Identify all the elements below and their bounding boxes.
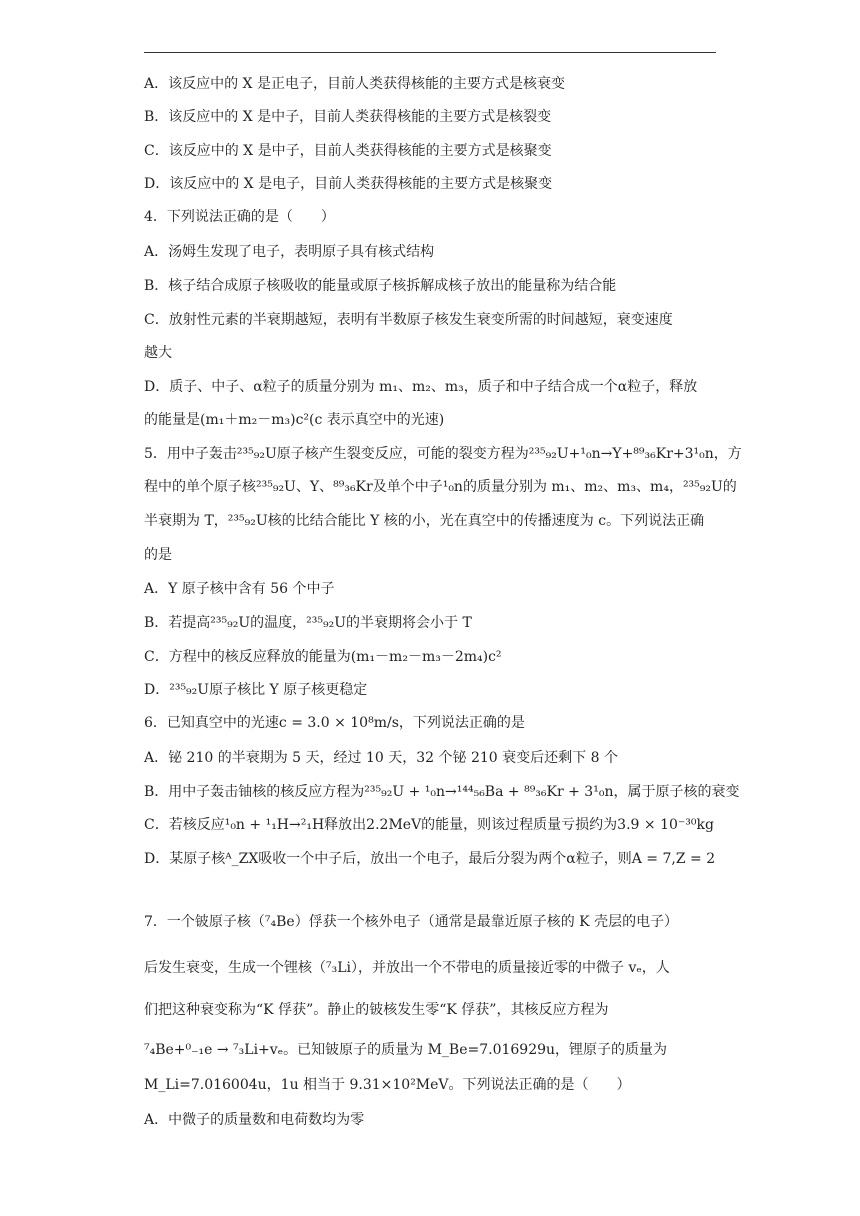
q7-stem-line5: M_Li=7.016004u，1u 相当于 9.31×10²MeV。下列说法正确的是（ ） [144, 1077, 631, 1093]
q6-stem: 6．已知真空中的光速c = 3.0 × 10⁸m/s，下列说法正确的是 [144, 715, 525, 731]
q5-stem-line3: 半衰期为 T，²³⁵₉₂U核的比结合能比 Y 核的小，光在真空中的传播速度为 c。下列说法正确 [144, 513, 705, 529]
q5-stem-line2: 程中的单个原子核²³⁵₉₂U、Y、⁸⁹₃₆Kr及单个中子¹₀n的质量分别为 m₁、m₂、m₃、m₄，²³⁵₉₂U的 [144, 479, 737, 495]
q4-option-b: B．核子结合成原子核吸收的能量或原子核拆解成核子放出的能量称为结合能 [144, 278, 617, 294]
q5-option-a: A．Y 原子核中含有 56 个中子 [144, 581, 335, 597]
q3-option-a: A．该反应中的 X 是正电子，目前人类获得核能的主要方式是核衰变 [144, 76, 565, 92]
q4-option-c-line1: C．放射性元素的半衰期越短，表明有半数原子核发生衰变所需的时间越短，衰变速度 [144, 312, 673, 328]
q5-option-d: D．²³⁵₉₂U原子核比 Y 原子核更稳定 [144, 682, 368, 698]
q5-option-c: C．方程中的核反应释放的能量为(m₁－m₂－m₃－2m₄)c² [144, 649, 502, 665]
q5-stem-line1: 5．用中子轰击²³⁵₉₂U原子核产生裂变反应，可能的裂变方程为²³⁵₉₂U+¹₀n→Y+⁸⁹₃₆Kr+3¹₀n，方 [144, 446, 742, 462]
q4-option-a: A．汤姆生发现了电子，表明原子具有核式结构 [144, 244, 435, 260]
q3-option-d: D．该反应中的 X 是电子，目前人类获得核能的主要方式是核聚变 [144, 176, 553, 192]
q6-option-b: B．用中子轰击铀核的核反应方程为²³⁵₉₂U + ¹₀n→¹⁴⁴₅₆Ba + ⁸⁹₃₆Kr + 3¹₀n，属于原子核的衰变 [144, 784, 740, 800]
q4-option-d-line1: D．质子、中子、α粒子的质量分别为 m₁、m₂、m₃，质子和中子结合成一个α粒子，释放 [144, 379, 698, 395]
q7-stem-line3: 们把这种衰变称为“K 俘获”。静止的铍核发生零“K 俘获”，其核反应方程为 [144, 1002, 609, 1018]
q7-option-a: A．中微子的质量数和电荷数均为零 [144, 1112, 365, 1128]
q3-option-b: B．该反应中的 X 是中子，目前人类获得核能的主要方式是核裂变 [144, 109, 552, 125]
q6-option-c: C．若核反应¹₀n + ¹₁H→²₁H释放出2.2MeV的能量，则该过程质量亏损约为3.9 × 10⁻³⁰kg [144, 817, 714, 833]
q4-option-c-line2: 越大 [144, 345, 172, 361]
q6-option-a: A．铋 210 的半衰期为 5 天，经过 10 天，32 个铋 210 衰变后还剩下 8 个 [144, 750, 618, 766]
q3-option-c: C．该反应中的 X 是中子，目前人类获得核能的主要方式是核聚变 [144, 143, 552, 159]
q5-option-b: B．若提高²³⁵₉₂U的温度，²³⁵₉₂U的半衰期将会小于 T [144, 615, 472, 631]
q5-stem-line4: 的是 [144, 547, 172, 563]
q4-option-d-line2: 的能量是(m₁＋m₂－m₃)c²(c 表示真空中的光速) [144, 412, 445, 428]
q7-stem-line4: ⁷₄Be+⁰₋₁e → ⁷₃Li+vₑ。已知铍原子的质量为 M_Be=7.016929u，锂原子的质量为 [144, 1042, 668, 1058]
q7-stem-line2: 后发生衰变，生成一个锂核（⁷₃Li），并放出一个不带电的质量接近零的中微子 vₑ，人 [144, 960, 670, 976]
q7-stem-line1: 7．一个铍原子核（⁷₄Be）俘获一个核外电子（通常是最靠近原子核的 K 壳层的电子） [144, 914, 679, 930]
q4-stem: 4．下列说法正确的是（ ） [144, 209, 335, 225]
q6-option-d: D．某原子核ᴬ_ZX吸收一个中子后，放出一个电子，最后分裂为两个α粒子，则A = 7,Z = 2 [144, 851, 716, 867]
header-rule [144, 52, 716, 53]
